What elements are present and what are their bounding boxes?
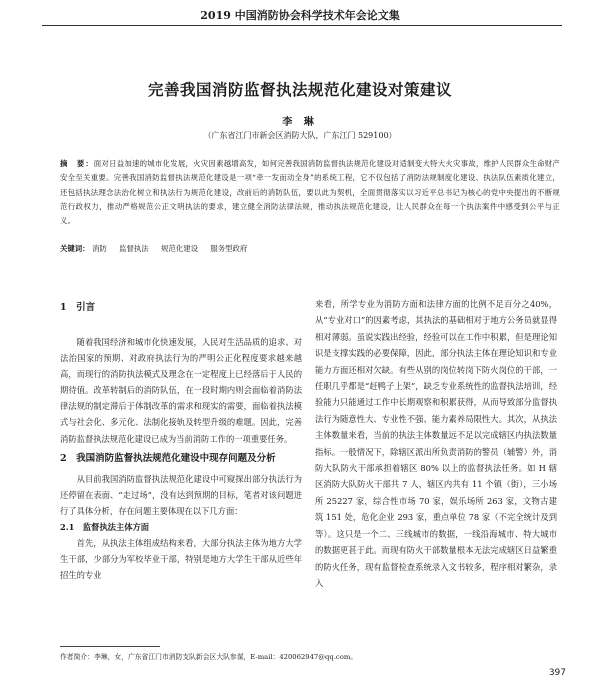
section-2-paragraph: 从目前我国消防监督执法规范化建设中可窥探出部分执法行为还停留在表面、“走过场”，没有达到预期的目标，笔者对该问题进行了具体分析，存在问题主要体现在以下几方面： xyxy=(60,473,302,516)
keyword: 规范化建设 xyxy=(161,244,198,253)
section-1-heading: 1 引言 xyxy=(60,302,96,313)
abstract-text: 面对日益加速的城市化发展，火灾因素越增高发，如何完善我国消防监督执法规范化建设对适制变大特大火灾事故，维护人民群众生命财产安全至关重要。完善我国消防监督执法规范化建设是一项“牵一发而动全身”的系统工程，它不仅包括了消防法规制度化建设、执法队伍素质化建立，还包括执法理念法治化树立和执法行为规范化建设，改前后的消防队伍，要以此为契机，全面贯彻落实以习近平总书记为核心的党中央提出的不断规范行政权力，推动严格规范公正文明执法的要求，建立健全消防法律法规，推动执法规范化建设，让人民群众在每一个执法案件中感受到公平与正义。 xyxy=(60,159,560,226)
left-column xyxy=(60,292,302,583)
keywords-label: 关键词： xyxy=(60,244,90,253)
paper-author: 李 琳 xyxy=(282,117,318,128)
footnote: 作者简介：李琳，女，广东省江门市消防支队新会区大队参谋，E-mail：420062947@qq.com。 xyxy=(60,653,358,661)
footnote-rule xyxy=(60,646,160,647)
page-number: 397 xyxy=(548,668,566,678)
abstract xyxy=(60,157,560,228)
keyword: 服务型政府 xyxy=(210,244,248,253)
running-header: 2019 中国消防协会科学技术年会论文集 xyxy=(200,9,400,22)
paper-title: 完善我国消防监督执法规范化建设对策建议 xyxy=(147,80,452,99)
section-2-heading: 2 我国消防监督执法规范化建设中现存问题及分析 xyxy=(60,452,276,464)
subsection-2-1-paragraph: 首先，从执法主体组成结构来看，大部分执法主体为地方大学生干部，少部分为军校毕业干部，特别是地方大学生干部从近些年招生的专业 xyxy=(60,538,302,581)
right-column xyxy=(315,296,557,591)
keyword: 监督执法 xyxy=(119,244,149,253)
abstract-label: 摘 要： xyxy=(60,159,94,168)
keywords xyxy=(60,243,560,255)
keyword: 消防 xyxy=(91,244,107,253)
paper-affiliation: （广东省江门市新会区消防大队，广东江门 529100） xyxy=(203,131,397,140)
section-1-paragraph: 随着我国经济和城市化快速发展，人民对生活品质的追求、对法治国家的预期、对政府执法行为的严明公正化程度要求越来越高，而现行的消防执法模式及理念在一定程度上已经落后于人民的期待值。改革转制后的消防队伍，在一段时期内则会面临着消防法律法规的制定滞后于体制改革的需求和现实的需要，面临着执法模式与社会化、多元化、法制化接轨及转型升级的难题。因此，完善消防监督执法规范化建设已成为当前消防工作的一项重要任务。 xyxy=(60,337,302,444)
subsection-2-1-heading: 2.1 监督执法主体方面 xyxy=(60,521,150,532)
header-rule xyxy=(42,25,562,26)
right-column-text: 来看，所学专业为消防方面和法律方面的比例不足百分之40%，从“专业对口”的因素考虑，其执法的基础相对于地方公务员就显得相对薄弱。虽说实践出经验，经验可以在工作中积累，但是理论知识是支撑实践的必要保障，因此，部分执法主体在理论知识和专业能力方面还相对欠缺。有些从别的岗位转岗下防火岗位的干部，一任职几乎都是“赶鸭子上架”，缺乏专业系统性的监督执法培训，经验能力只能通过工作中长期观察和积累获得，从而导致部分监督执法行为随意性大、专业性不强、能力素养局限性大。其次，从执法主体数量来看，当前的执法主体数量远不足以完成辖区内执法数量指标。一般情况下，除辖区派出所负责消防的警员（辅警）外，消防大队防火干部承担着辖区 80% 以上的监督执法任务。如 H 辖区消防大队防火干部共 7 人，辖区内共有 11 个镇（街），三小场所 25227 家，综合性市场 70 家，娱乐场所 263 家，文物古建筑 151 处，危化企业 293 家，重点单位 78 家（不完全统计及到等）。这只是一个二、三线城市的数据，一线沿海城市、特大城市的数据更甚于此。而现有防火干部数量根本无法完成辖区日益繁重的防火任务，现有监督检查系统录入文书较多，程序相对繁杂，录入 xyxy=(315,299,557,588)
